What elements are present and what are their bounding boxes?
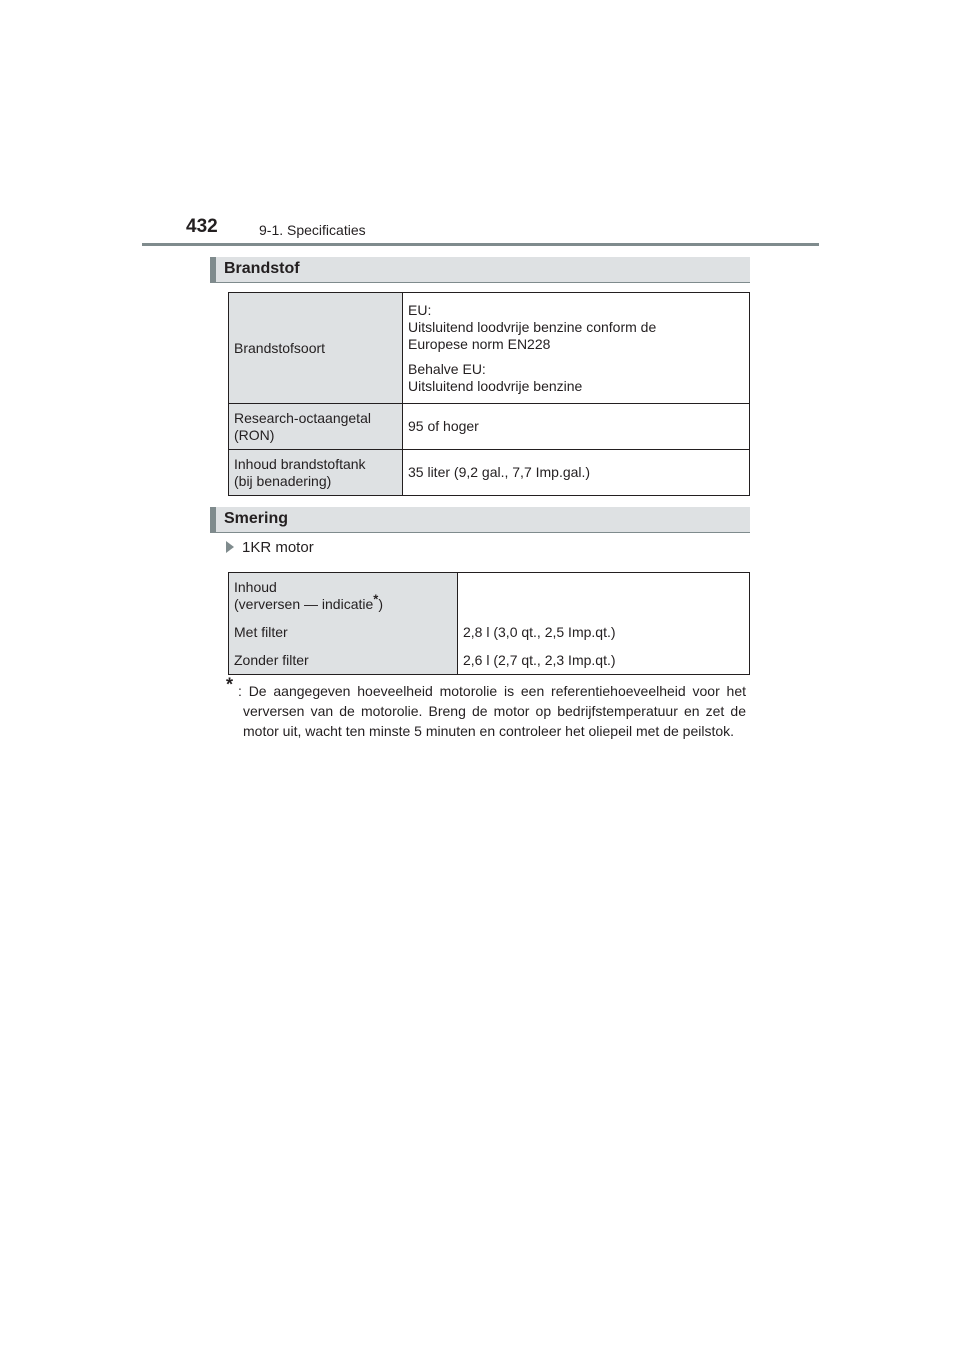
oil-capacity-label-line-1: Inhoud (234, 578, 277, 595)
page-number: 432 (186, 216, 218, 237)
triangle-bullet-icon (226, 541, 234, 553)
oil-without-filter-value: 2,6 l (2,7 qt., 2,3 Imp.qt.) (463, 651, 616, 668)
table-row (229, 404, 750, 450)
chapter-title: 9-1. Specificaties (259, 222, 366, 238)
oil-without-filter-label: Zonder filter (229, 647, 458, 675)
table-row (229, 573, 750, 619)
fuel-type-label: Brandstofsoort (234, 339, 326, 356)
oil-capacity-empty-cell (458, 573, 750, 619)
table-row (229, 293, 750, 404)
engine-label (226, 539, 314, 556)
footnote-text: : De aangegeven hoeveelheid motorolie is een referentiehoeveelheid voor het verversen van de motorolie. Breng de motor op bedrijfstemperatuur en zet de motor uit, wacht ten minste 5 minuten en controleer het oliepeil met de peilstok. (238, 683, 746, 739)
header-divider (142, 243, 819, 246)
oil-with-filter-value: 2,8 l (3,0 qt., 2,5 Imp.qt.) (463, 624, 616, 640)
engine-label-text: 1KR motor (242, 539, 314, 556)
octane-label-line-1: Research-octaangetal (234, 409, 371, 426)
asterisk-mark: * (373, 591, 379, 607)
fuel-type-noneu-line: Uitsluitend loodvrije benzine (408, 377, 583, 394)
tank-capacity-label-line-2: (bij benadering) (234, 472, 332, 489)
table-row (229, 619, 750, 647)
footnote-mark: * (226, 674, 234, 695)
fuel-spec-table (228, 292, 750, 496)
section-title-lubrication: Smering (224, 510, 289, 527)
section-header-lubrication (210, 507, 750, 533)
section-header-fuel (210, 257, 750, 283)
section-accent (210, 257, 216, 282)
octane-value: 95 of hoger (408, 418, 479, 434)
section-accent (210, 507, 216, 532)
tank-capacity-value: 35 liter (9,2 gal., 7,7 Imp.gal.) (408, 464, 591, 480)
oil-with-filter-label: Met filter (229, 619, 458, 647)
table-row (229, 647, 750, 675)
fuel-type-eu-line-2: Europese norm EN228 (408, 335, 551, 352)
octane-label-line-2: (RON) (234, 426, 275, 443)
fuel-type-value-cell (403, 293, 750, 404)
fuel-type-noneu-heading: Behalve EU: (408, 360, 486, 377)
oil-capacity-label-line-2: (verversen — indicatie*) (234, 591, 384, 612)
section-title-fuel: Brandstof (224, 260, 300, 277)
fuel-type-eu-line-1: Uitsluitend loodvrije benzine conform de (408, 318, 657, 335)
tank-capacity-label-line-1: Inhoud brandstoftank (234, 455, 366, 472)
oil-capacity-table (228, 572, 750, 675)
octane-label-cell (229, 404, 403, 450)
oil-capacity-label-cell (229, 573, 458, 619)
table-row (229, 450, 750, 496)
fuel-type-eu-heading: EU: (408, 301, 432, 318)
footnote (226, 674, 746, 741)
tank-capacity-value-cell (403, 450, 750, 496)
fuel-type-label-cell (229, 293, 403, 404)
tank-capacity-label-cell (229, 450, 403, 496)
octane-value-cell (403, 404, 750, 450)
